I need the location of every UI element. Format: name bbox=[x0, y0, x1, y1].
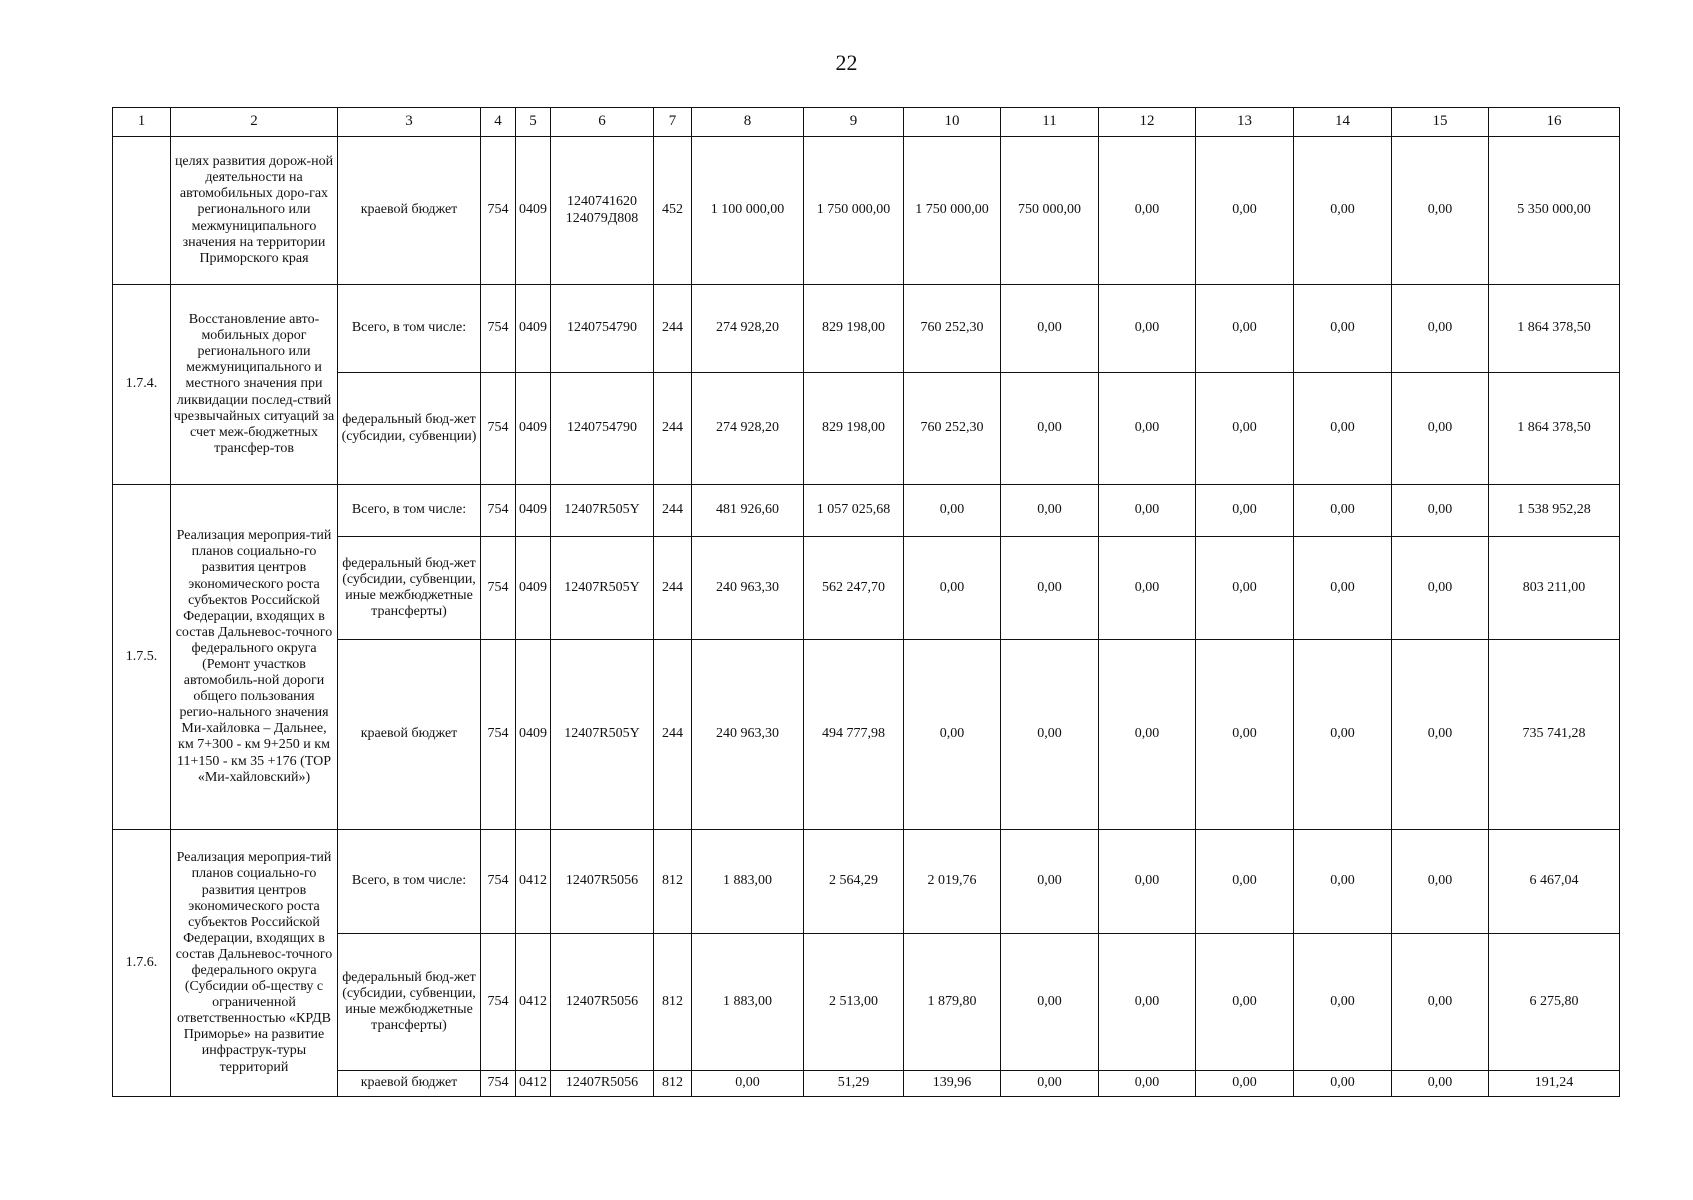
cell-c13: 0,00 bbox=[1196, 830, 1294, 934]
cell-c12: 0,00 bbox=[1099, 373, 1196, 485]
cell-c10: 1 750 000,00 bbox=[904, 137, 1001, 285]
cell-c7: 244 bbox=[654, 537, 692, 640]
cell-c14: 0,00 bbox=[1294, 285, 1392, 373]
funding-source: федеральный бюд-жет (субсидии, субвенции, иные межбюджетные трансферты) bbox=[338, 537, 481, 640]
cell-c12: 0,00 bbox=[1099, 485, 1196, 537]
cell-c16: 1 538 952,28 bbox=[1489, 485, 1620, 537]
cell-c11: 0,00 bbox=[1001, 373, 1099, 485]
item-description: Восстановление авто-мобильных дорог регионального или межмуниципального и местного значения при ликвидации послед-ствий чрезвычайных ситуаций за счет меж-бюджетных трансфер-тов bbox=[171, 285, 338, 485]
cell-c9: 829 198,00 bbox=[804, 373, 904, 485]
cell-c15: 0,00 bbox=[1392, 285, 1489, 373]
cell-c7: 244 bbox=[654, 485, 692, 537]
column-header: 10 bbox=[904, 108, 1001, 137]
cell-c11: 0,00 bbox=[1001, 830, 1099, 934]
cell-c5: 0409 bbox=[516, 285, 551, 373]
column-header: 13 bbox=[1196, 108, 1294, 137]
cell-c10: 0,00 bbox=[904, 485, 1001, 537]
funding-source: Всего, в том числе: bbox=[338, 485, 481, 537]
cell-c4: 754 bbox=[481, 830, 516, 934]
table-row bbox=[113, 1071, 1620, 1097]
cell-c4: 754 bbox=[481, 485, 516, 537]
funding-source: федеральный бюд-жет (субсидии, субвенции, иные межбюджетные трансферты) bbox=[338, 934, 481, 1071]
cell-c9: 1 750 000,00 bbox=[804, 137, 904, 285]
cell-c5: 0409 bbox=[516, 137, 551, 285]
cell-c11: 750 000,00 bbox=[1001, 137, 1099, 285]
column-header: 11 bbox=[1001, 108, 1099, 137]
cell-c11: 0,00 bbox=[1001, 485, 1099, 537]
cell-c15: 0,00 bbox=[1392, 485, 1489, 537]
item-index: 1.7.4. bbox=[113, 285, 171, 485]
cell-c13: 0,00 bbox=[1196, 537, 1294, 640]
cell-c16: 5 350 000,00 bbox=[1489, 137, 1620, 285]
cell-c4: 754 bbox=[481, 934, 516, 1071]
item-index: 1.7.6. bbox=[113, 830, 171, 1097]
cell-c9: 51,29 bbox=[804, 1071, 904, 1097]
cell-c7: 244 bbox=[654, 373, 692, 485]
cell-c12: 0,00 bbox=[1099, 640, 1196, 830]
column-header: 15 bbox=[1392, 108, 1489, 137]
funding-source: Всего, в том числе: bbox=[338, 830, 481, 934]
cell-c6: 12407R505Y bbox=[551, 485, 654, 537]
cell-c15: 0,00 bbox=[1392, 640, 1489, 830]
cell-c6: 12407R5056 bbox=[551, 830, 654, 934]
cell-c16: 6 275,80 bbox=[1489, 934, 1620, 1071]
cell-c9: 562 247,70 bbox=[804, 537, 904, 640]
cell-c6: 1240754790 bbox=[551, 285, 654, 373]
table-row bbox=[113, 137, 1620, 285]
column-header: 5 bbox=[516, 108, 551, 137]
cell-c5: 0412 bbox=[516, 934, 551, 1071]
funding-source: краевой бюджет bbox=[338, 137, 481, 285]
cell-c10: 2 019,76 bbox=[904, 830, 1001, 934]
cell-c13: 0,00 bbox=[1196, 137, 1294, 285]
cell-c10: 760 252,30 bbox=[904, 373, 1001, 485]
cell-c15: 0,00 bbox=[1392, 1071, 1489, 1097]
table-row bbox=[113, 285, 1620, 373]
cell-c8: 481 926,60 bbox=[692, 485, 804, 537]
cell-c9: 829 198,00 bbox=[804, 285, 904, 373]
cell-c15: 0,00 bbox=[1392, 373, 1489, 485]
cell-c12: 0,00 bbox=[1099, 137, 1196, 285]
funding-source: федеральный бюд-жет (субсидии, субвенции) bbox=[338, 373, 481, 485]
column-header: 14 bbox=[1294, 108, 1392, 137]
cell-c6: 12407R5056 bbox=[551, 934, 654, 1071]
cell-c7: 812 bbox=[654, 1071, 692, 1097]
table-row bbox=[113, 373, 1620, 485]
cell-c14: 0,00 bbox=[1294, 640, 1392, 830]
cell-c13: 0,00 bbox=[1196, 285, 1294, 373]
cell-c7: 452 bbox=[654, 137, 692, 285]
cell-c6: 12407R5056 bbox=[551, 1071, 654, 1097]
cell-c10: 1 879,80 bbox=[904, 934, 1001, 1071]
cell-c4: 754 bbox=[481, 137, 516, 285]
cell-c6: 1240754790 bbox=[551, 373, 654, 485]
cell-c4: 754 bbox=[481, 1071, 516, 1097]
cell-c9: 2 513,00 bbox=[804, 934, 904, 1071]
table-row bbox=[113, 640, 1620, 830]
funding-source: краевой бюджет bbox=[338, 1071, 481, 1097]
cell-c5: 0409 bbox=[516, 373, 551, 485]
cell-c14: 0,00 bbox=[1294, 1071, 1392, 1097]
column-header: 6 bbox=[551, 108, 654, 137]
cell-c12: 0,00 bbox=[1099, 830, 1196, 934]
cell-c4: 754 bbox=[481, 537, 516, 640]
cell-c13: 0,00 bbox=[1196, 1071, 1294, 1097]
column-header: 4 bbox=[481, 108, 516, 137]
item-description: Реализация мероприя-тий планов социально-го развития центров экономического роста субъектов Российской Федерации, входящих в состав Дальневос-точного федерального округа (Ремонт участков автомобиль-ной дороги общего пользования регио-нального значения Ми-хайловка – Дальнее, км 7+300 - км 9+250 и км 11+150 - км 35 +176 (ТОР «Ми-хайловский») bbox=[171, 485, 338, 830]
cell-c12: 0,00 bbox=[1099, 537, 1196, 640]
column-header: 9 bbox=[804, 108, 904, 137]
cell-c16: 191,24 bbox=[1489, 1071, 1620, 1097]
column-header: 8 bbox=[692, 108, 804, 137]
page-number: 22 bbox=[835, 50, 858, 75]
cell-c11: 0,00 bbox=[1001, 285, 1099, 373]
funding-source: Всего, в том числе: bbox=[338, 285, 481, 373]
column-header: 3 bbox=[338, 108, 481, 137]
cell-c4: 754 bbox=[481, 640, 516, 830]
cell-c13: 0,00 bbox=[1196, 485, 1294, 537]
cell-c14: 0,00 bbox=[1294, 830, 1392, 934]
cell-c13: 0,00 bbox=[1196, 373, 1294, 485]
cell-c6: 1240741620 124079Д808 bbox=[551, 137, 654, 285]
table-row bbox=[113, 537, 1620, 640]
cell-c16: 735 741,28 bbox=[1489, 640, 1620, 830]
cell-c9: 1 057 025,68 bbox=[804, 485, 904, 537]
cell-c8: 274 928,20 bbox=[692, 373, 804, 485]
cell-c12: 0,00 bbox=[1099, 934, 1196, 1071]
cell-c5: 0412 bbox=[516, 1071, 551, 1097]
cell-c5: 0409 bbox=[516, 537, 551, 640]
cell-c11: 0,00 bbox=[1001, 640, 1099, 830]
cell-c16: 803 211,00 bbox=[1489, 537, 1620, 640]
cell-c7: 244 bbox=[654, 285, 692, 373]
cell-c13: 0,00 bbox=[1196, 934, 1294, 1071]
table-row bbox=[113, 485, 1620, 537]
item-description: целях развития дорож-ной деятельности на автомобильных доро-гах регионального или межмуниципального значения на территории Приморского края bbox=[171, 137, 338, 285]
cell-c6: 12407R505Y bbox=[551, 537, 654, 640]
item-index: 1.7.5. bbox=[113, 485, 171, 830]
cell-c16: 1 864 378,50 bbox=[1489, 373, 1620, 485]
cell-c8: 1 883,00 bbox=[692, 830, 804, 934]
cell-c7: 244 bbox=[654, 640, 692, 830]
cell-c15: 0,00 bbox=[1392, 137, 1489, 285]
column-header: 12 bbox=[1099, 108, 1196, 137]
cell-c8: 0,00 bbox=[692, 1071, 804, 1097]
cell-c7: 812 bbox=[654, 830, 692, 934]
item-index bbox=[113, 137, 171, 285]
cell-c10: 0,00 bbox=[904, 537, 1001, 640]
cell-c9: 2 564,29 bbox=[804, 830, 904, 934]
cell-c12: 0,00 bbox=[1099, 285, 1196, 373]
cell-c14: 0,00 bbox=[1294, 934, 1392, 1071]
cell-c16: 1 864 378,50 bbox=[1489, 285, 1620, 373]
cell-c10: 0,00 bbox=[904, 640, 1001, 830]
cell-c14: 0,00 bbox=[1294, 373, 1392, 485]
cell-c7: 812 bbox=[654, 934, 692, 1071]
column-header: 2 bbox=[171, 108, 338, 137]
cell-c14: 0,00 bbox=[1294, 537, 1392, 640]
column-header: 16 bbox=[1489, 108, 1620, 137]
cell-c15: 0,00 bbox=[1392, 934, 1489, 1071]
table-row bbox=[113, 934, 1620, 1071]
cell-c9: 494 777,98 bbox=[804, 640, 904, 830]
column-header: 1 bbox=[113, 108, 171, 137]
cell-c13: 0,00 bbox=[1196, 640, 1294, 830]
budget-table bbox=[112, 107, 1620, 1097]
cell-c4: 754 bbox=[481, 285, 516, 373]
cell-c11: 0,00 bbox=[1001, 537, 1099, 640]
cell-c6: 12407R505Y bbox=[551, 640, 654, 830]
funding-source: краевой бюджет bbox=[338, 640, 481, 830]
item-description: Реализация мероприя-тий планов социально-го развития центров экономического роста субъектов Российской Федерации, входящих в состав Дальневос-точного федерального округа (Субсидии об-ществу с ограниченной ответственностью «КРДВ Приморье» на развитие инфраструк-туры территорий bbox=[171, 830, 338, 1097]
column-header: 7 bbox=[654, 108, 692, 137]
cell-c12: 0,00 bbox=[1099, 1071, 1196, 1097]
cell-c5: 0412 bbox=[516, 830, 551, 934]
cell-c14: 0,00 bbox=[1294, 137, 1392, 285]
cell-c16: 6 467,04 bbox=[1489, 830, 1620, 934]
cell-c14: 0,00 bbox=[1294, 485, 1392, 537]
header-row bbox=[113, 108, 1620, 137]
cell-c5: 0409 bbox=[516, 640, 551, 830]
cell-c15: 0,00 bbox=[1392, 830, 1489, 934]
cell-c10: 760 252,30 bbox=[904, 285, 1001, 373]
cell-c8: 240 963,30 bbox=[692, 640, 804, 830]
cell-c8: 274 928,20 bbox=[692, 285, 804, 373]
cell-c11: 0,00 bbox=[1001, 1071, 1099, 1097]
cell-c8: 240 963,30 bbox=[692, 537, 804, 640]
cell-c4: 754 bbox=[481, 373, 516, 485]
table-row bbox=[113, 830, 1620, 934]
cell-c10: 139,96 bbox=[904, 1071, 1001, 1097]
cell-c8: 1 100 000,00 bbox=[692, 137, 804, 285]
cell-c5: 0409 bbox=[516, 485, 551, 537]
cell-c11: 0,00 bbox=[1001, 934, 1099, 1071]
cell-c15: 0,00 bbox=[1392, 537, 1489, 640]
cell-c8: 1 883,00 bbox=[692, 934, 804, 1071]
